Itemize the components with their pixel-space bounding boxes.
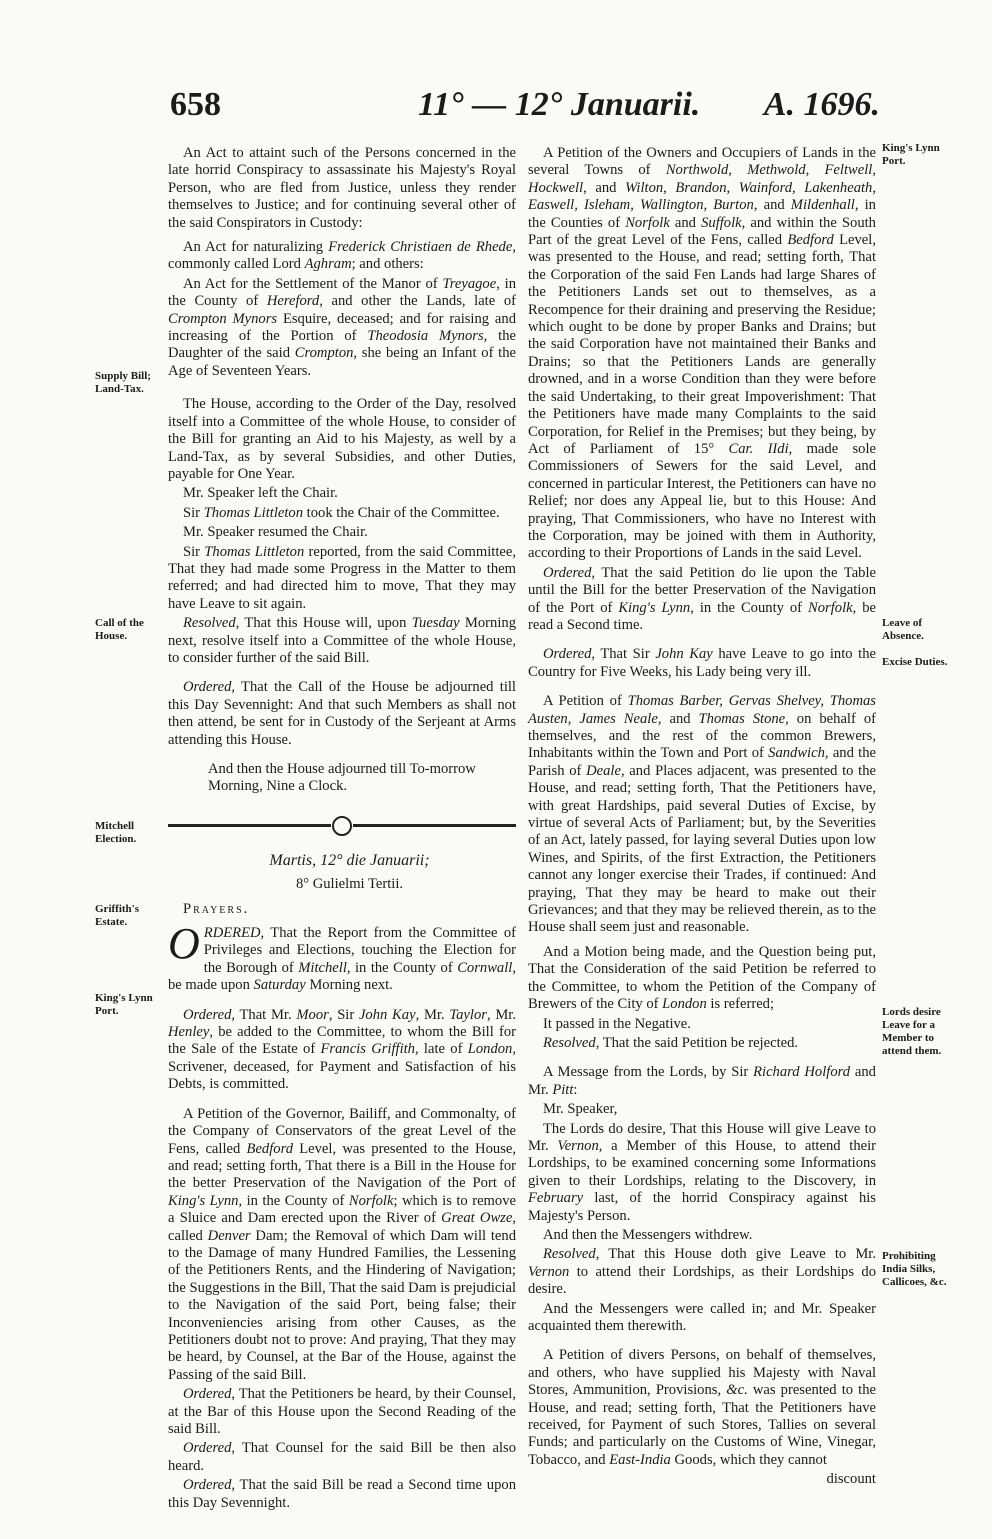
paragraph: Sir Thomas Littleton reported, from the said Committee, That they had made some Progress in the Matter to them referred; and had directed him to move, That they may have Leave to sit again. bbox=[168, 543, 517, 612]
paragraph: Resolved, That this House doth give Leave to Mr. Vernon to attend their Lordships, as their Lordships do desire. bbox=[528, 1246, 876, 1298]
margin-note-prohibiting: Prohibiting India Silks, Callicoes, &c. bbox=[882, 1250, 947, 1288]
paragraph: Ordered, That the said Petition do lie upon the Table until the Bill for the better Preservation of the Navigation of the Port of King's Lynn, in the County of Norfolk, be read a Second time. bbox=[528, 564, 876, 633]
margin-note-supply-bill: Supply Bill; Land-Tax. bbox=[95, 370, 151, 395]
paragraph: ORDERED, That the Report from the Committee of Privileges and Elections, touching the Election for the Borough of Mitchell, in the County of Cornwall, be made upon Saturday Morning next. bbox=[168, 919, 516, 994]
paragraph: And then the Messengers withdrew. bbox=[543, 1226, 753, 1243]
paragraph: Mr. Speaker, bbox=[543, 1101, 618, 1118]
header-year: A. 1696. bbox=[763, 86, 880, 123]
paragraph: Ordered, That the Call of the House be adjourned till this Day Sevennight: And that such Members as shall not then attend, be sent for in Custody of the Serjeant at Arms attending this House. bbox=[168, 679, 516, 748]
paragraph: Ordered, That Sir John Kay have Leave to go into the Country for Five Weeks, his Lady being very ill. bbox=[528, 646, 876, 680]
margin-note-excise: Excise Duties. bbox=[882, 656, 948, 668]
margin-note-call-of-house: Call of the House. bbox=[95, 617, 144, 642]
paragraph: And a Motion being made, and the Question being put, That the Consideration of the said Petition be referred to the Committee, to whom the Petition of the Company of Brewers of the City of London is referred; bbox=[528, 943, 876, 1013]
paragraph: And then the House adjourned till To-morrow Morning, Nine a Clock. bbox=[208, 761, 476, 795]
paragraph: It passed in the Negative. bbox=[543, 1015, 691, 1032]
margin-note-kings-lynn-left: King's Lynn Port. bbox=[95, 992, 153, 1017]
drop-cap: O bbox=[168, 919, 200, 969]
paragraph: A Message from the Lords, by Sir Richard Holford and Mr. Pitt: bbox=[528, 1064, 876, 1098]
day-subtitle: 8° Gulielmi Tertii. bbox=[295, 876, 404, 893]
page-number: 658 bbox=[170, 86, 221, 123]
day-title: Martis, 12° die Januarii; bbox=[269, 851, 430, 869]
paragraph: Resolved, That the said Petition be rejected. bbox=[543, 1034, 799, 1051]
paragraph: An Act for naturalizing Frederick Christiaen de Rhede, commonly called Lord Aghram; and others: bbox=[168, 239, 516, 273]
prayers-heading: Prayers. bbox=[183, 900, 250, 917]
margin-note-lords-desire: Lords desire Leave for a Member to attend them. bbox=[882, 1006, 942, 1057]
margin-note-griffith: Griffith's Estate. bbox=[95, 903, 139, 928]
paragraph: Resolved, That this House will, upon Tuesday Morning next, resolve itself into a Committee of the whole House, to consider further of the said Bill. bbox=[168, 615, 516, 666]
paragraph: Ordered, That the said Bill be read a Second time upon this Day Sevennight. bbox=[168, 1477, 516, 1511]
paragraph: Ordered, That Mr. Moor, Sir John Kay, Mr. Taylor, Mr. Henley, be added to the Committee, to whom the Bill for the Sale of the Estate of Francis Griffith, late of London, Scrivener, deceased, for Payment and Satisfaction of his Debts, is committed. bbox=[168, 1006, 516, 1093]
paragraph: Mr. Speaker resumed the Chair. bbox=[183, 524, 368, 541]
paragraph: An Act to attaint such of the Persons concerned in the late horrid Conspiracy to assassinate his Majesty's Royal Person, who are fled from Justice, unless they render themselves to Justice; and for continuing several other of the said Conspirators in Custody: bbox=[168, 145, 516, 231]
left-column bbox=[168, 145, 516, 1514]
paragraph: A Petition of divers Persons, on behalf of themselves, and others, who have supplied his Majesty with Naval Stores, Ammunition, Provisions, &c. was presented to the House, and read; setting forth, That the Petitioners have received, for Payment of such Stores, Tallies on several Funds; and particularly on the Customs of Wine, Vinegar, Tobacco, and East-India Goods, which they cannot bbox=[528, 1347, 877, 1468]
paragraph: Sir Thomas Littleton took the Chair of the Committee. bbox=[183, 504, 500, 521]
paragraph: And the Messengers were called in; and Mr. Speaker acquainted them therewith. bbox=[528, 1300, 876, 1334]
margin-note-leave: Leave of Absence. bbox=[882, 617, 924, 642]
catchword: discount bbox=[826, 1471, 876, 1488]
paragraph: A Petition of the Owners and Occupiers of Lands in the several Towns of Northwold, Methwold, Feltwell, Hockwell, and Wilton, Brandon, Wainford, Lakenheath, Easwell, Isleham, Wallington, Burton, and Mildenhall, in the Counties of Norfolk and Suffolk, and within the South Part of the great Level of the Fens, called Bedford Level, was presented to the House, and read; setting forth, That the Corporation of the said Fen Lands had large Shares of the Petitioners Lands set out to themselves, as a Recompence for their draining and preserving the Residue; which ought to be done by proper Banks and Drains; but the said Corporation have not maintained their Banks and Drains; so that the Petitioners Lands are generally drowned, and in a worse Condition than they were before the said Undertaking, to their great Impoverishment: That the Petitioners have made many Complaints to the said Corporation, for Relief in the Premises; but they being, by Act of Parliament of 15° Car. IIdi, made sole Commissioners of Sewers for the said Level, and concerned in particular Interest, the Petitioners can have no Relief; nor does any Appeal lie, but to this House: And praying, That Commissioners, who have no Interest with the Corporation, may be joined with them in Authority, according to their Proportions of Lands in the said Level. bbox=[528, 145, 876, 562]
paragraph: Ordered, That Counsel for the said Bill be then also heard. bbox=[168, 1440, 516, 1474]
paragraph: The Lords do desire, That this House will give Leave to Mr. Vernon, a Member of this House, to attend their Lordships, to be examined concerning some Informations given to their Lordships, relating to the Discovery, in February last, of the horrid Conspiracy against his Majesty's Person. bbox=[528, 1120, 877, 1224]
page-header bbox=[170, 86, 880, 136]
paragraph: A Petition of the Governor, Bailiff, and Commonalty, of the Company of Conservators of the great Level of the Fens, called Bedford Level, was presented to the House, and read; setting forth, That there is a Bill in the House for the better Preservation of the Navigation of the Port of King's Lynn, in the County of Norfolk; which is to remove a Sluice and Dam erected upon the River of Great Owze, called Denver Dam; the Removal of which Dam will tend to the Damage of many Hundred Families, the Lessening of the Petitioners Rents, and the Hindering of Navigation; the Suggestions in the Bill, That the said Dam is prejudicial to the Navigation of the said Port, being false; their Inconveniencies arising from other Causes, as the Petitioners doubt not to prove: And praying, That they may be heard, by Counsel, at the Bar of the House, against the Passing of the said Bill. bbox=[168, 1105, 516, 1383]
paragraph: An Act for the Settlement of the Manor of Treyagoe, in the County of Hereford, and other the Lands, late of Crompton Mynors Esquire, deceased; and for raising and increasing of the Portion of Theodosia Mynors, the Daughter of the said Crompton, she being an Infant of the Age of Seventeen Years. bbox=[168, 275, 516, 379]
margin-note-mitchell: Mitchell Election. bbox=[95, 820, 137, 845]
right-column bbox=[528, 145, 876, 1496]
paragraph: The House, according to the Order of the Day, resolved itself into a Committee of the whole House, to consider of the Bill for granting an Aid to his Majesty, as well by a Land-Tax, as by several Subsidies, and other Duties, payable for One Year. bbox=[168, 396, 516, 482]
section-rule bbox=[168, 816, 516, 836]
paragraph: Mr. Speaker left the Chair. bbox=[183, 485, 338, 502]
margin-note-kings-lynn-right: King's Lynn Port. bbox=[882, 142, 940, 167]
paragraph: Ordered, That the Petitioners be heard, by their Counsel, at the Bar of this House upon the Second Reading of the said Bill. bbox=[168, 1386, 516, 1437]
header-date: 11° — 12° Januarii. bbox=[418, 86, 701, 123]
paragraph: A Petition of Thomas Barber, Gervas Shelvey, Thomas Austen, James Neale, and Thomas Stone, on behalf of themselves, and the rest of the common Brewers, Inhabitants within the Town and Port of Sandwich, and the Parish of Deale, and Places adjacent, was presented to the House, and read; setting forth, That the Petitioners have, with great Hardships, paid several Duties of Excise, by virtue of several Acts of Parliament; but, by the Severities of an Act, lately passed, for laying several Duties upon low Wines, and Spirits, of the first Extraction, the Petitioners cannot any longer exercise their Trades, if continued: And praying, That they may be heard to make out their Grievances; and that they may be relieved therein, as to the House shall seem just and reasonable. bbox=[528, 693, 876, 936]
